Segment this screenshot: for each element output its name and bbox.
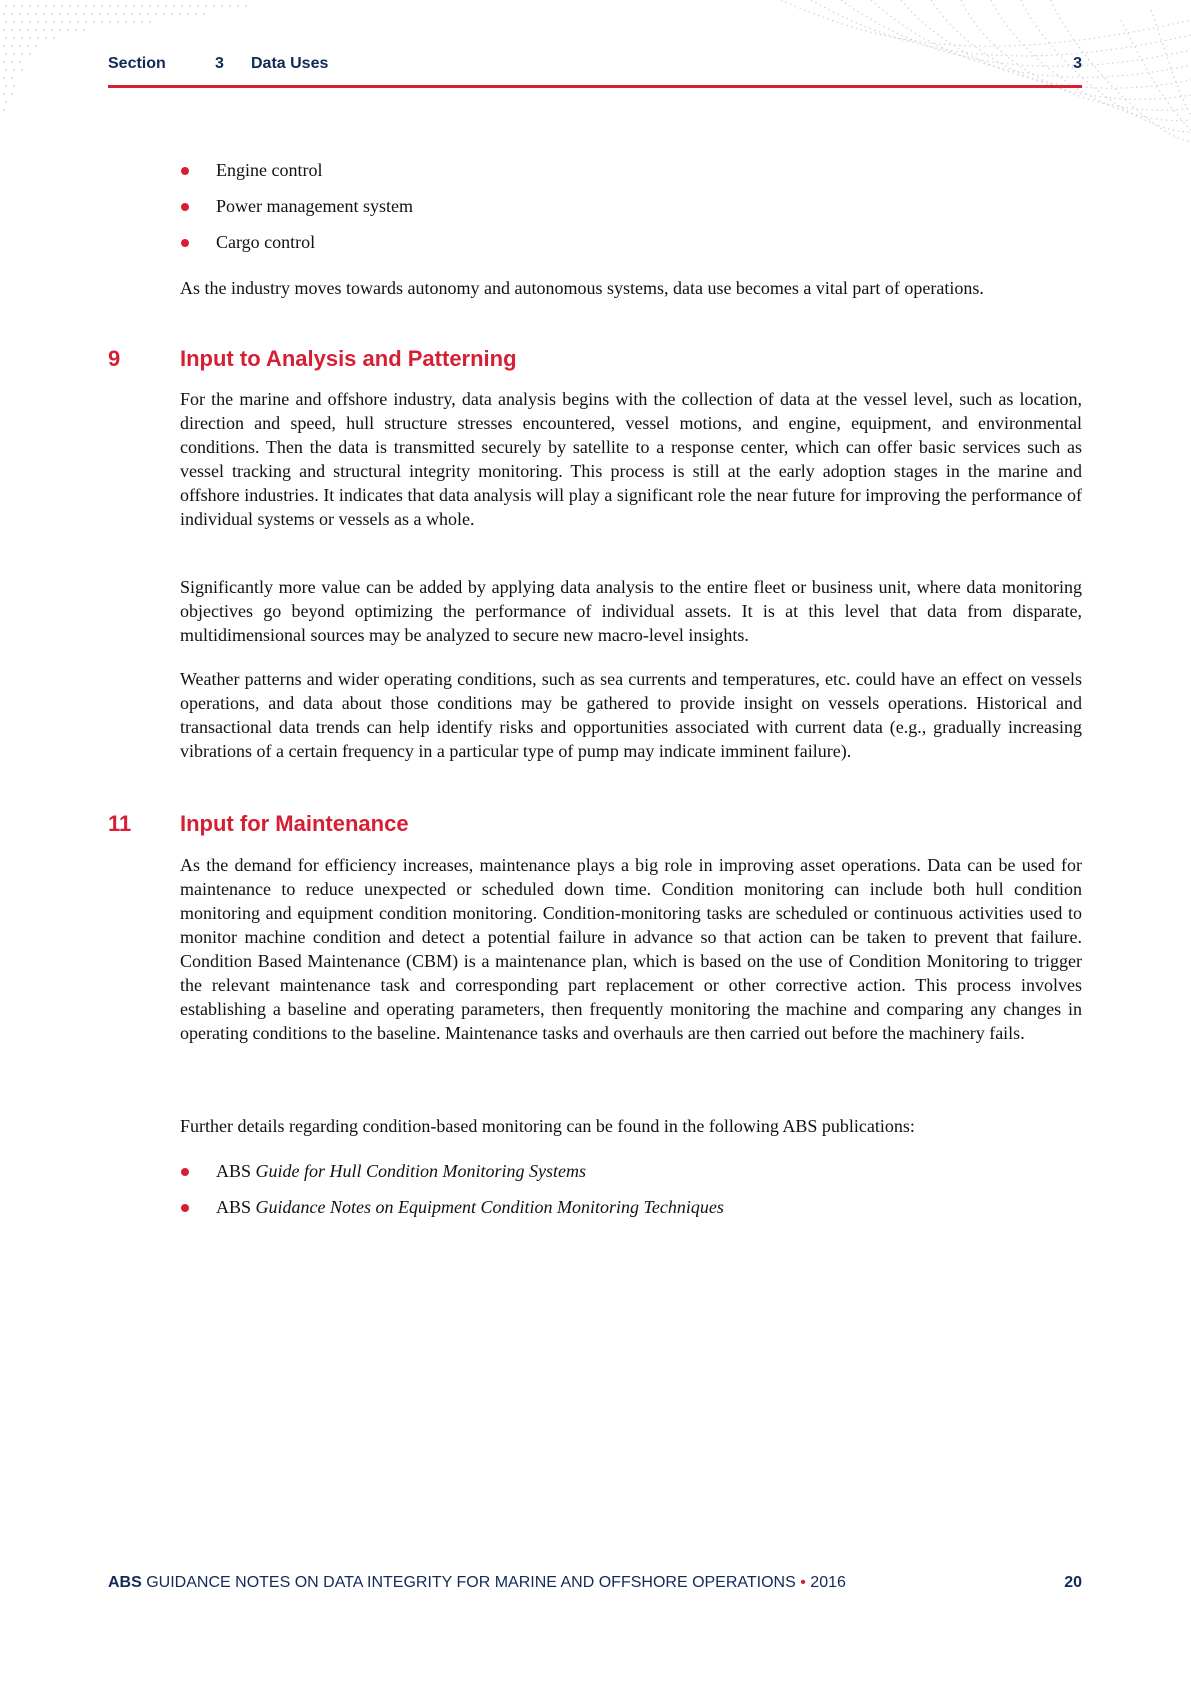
list-item-text: Cargo control (216, 232, 316, 252)
section-11-paragraph-1: As the demand for efficiency increases, maintenance plays a big role in improving asset operations. Data can be used for maintenance to reduce unexpected or scheduled down time. Condition monitoring can include both hull condition monitoring and equipment condition monitoring. Condition-monitoring tasks are scheduled or continuous activities used to monitor machine condition and detect a potential failure in advance so that action can be taken to prevent that failure. Condition Based Maintenance (CBM) is a maintenance plan, which is based on the use of Condition Monitoring to trigger the relevant maintenance task and corresponding part replacement or other corrective action. This process involves establishing a baseline and operating parameters, then frequently monitoring the machine and comparing any changes in operating conditions to the baseline. Maintenance tasks and overhauls are then carried out before the machinery fails. (180, 855, 1082, 1043)
page-number: 20 (1064, 1574, 1082, 1591)
bullet-icon (181, 203, 189, 211)
list-item-text: Power management system (216, 196, 413, 216)
intro-paragraph: As the industry moves towards autonomy and autonomous systems, data use becomes a vital part of operations. (180, 278, 984, 298)
publication-reference (216, 1195, 724, 1219)
footer-separator: • (800, 1574, 806, 1591)
footer-year: 2016 (810, 1574, 846, 1591)
bullet-icon (181, 239, 189, 247)
section-11-title: Input for Maintenance (180, 811, 409, 836)
footer-title: GUIDANCE NOTES ON DATA INTEGRITY FOR MARINE AND OFFSHORE OPERATIONS (146, 1574, 796, 1591)
section-9-number: 9 (108, 346, 121, 371)
section-9-paragraph-2: Significantly more value can be added by applying data analysis to the entire fleet or business unit, where data monitoring objectives go beyond optimizing the performance of individual assets. It is at this level that data from disparate, multidimensional sources may be analyzed to secure new macro-level insights. (180, 577, 1082, 645)
publication-prefix: ABS (216, 1161, 252, 1181)
section-11-paragraph-2: Further details regarding condition-based monitoring can be found in the following ABS publications: (180, 1116, 915, 1136)
section-9-title: Input to Analysis and Patterning (180, 346, 517, 371)
header-section-label: Section (108, 55, 166, 72)
section-9-heading (108, 346, 1082, 376)
section-9-body (180, 667, 1082, 763)
bullet-icon (181, 167, 189, 175)
list-item-text: Engine control (216, 160, 323, 180)
publication-title: Guidance Notes on Equipment Condition Monitoring Techniques (255, 1197, 724, 1217)
header-section-title: Data Uses (251, 55, 329, 72)
publication-prefix: ABS (216, 1197, 252, 1217)
section-11-heading (108, 811, 1082, 841)
bullet-icon (181, 1204, 189, 1212)
intro-paragraph-block (180, 276, 1082, 300)
section-11-body (180, 853, 1082, 1045)
running-header (108, 53, 1082, 88)
section-9-body (180, 575, 1082, 647)
section-11-number: 11 (108, 811, 132, 836)
header-right-number: 3 (1073, 55, 1082, 72)
section-9-paragraph-1: For the marine and offshore industry, data analysis begins with the collection of data at the vessel level, such as location, direction and speed, hull structure stresses encountered, vessel motions, and engine, equipment, and environmental conditions. Then the data is transmitted securely by satellite to a response center, which can offer basic services such as vessel tracking and structural integrity monitoring. This process is still at the early adoption stages in the marine and offshore industries. It indicates that data analysis will play a significant role the near future for improving the performance of individual systems or vessels as a whole. (180, 389, 1082, 529)
section-9-paragraph-3: Weather patterns and wider operating conditions, such as sea currents and temperatures, etc. could have an effect on vessels operations, and data about those conditions may be gathered to provide insight on vessels operations. Historical and transactional data trends can help identify risks and opportunities associated with current data (e.g., gradually increasing vibrations of a certain frequency in a particular type of pump may indicate imminent failure). (180, 669, 1082, 761)
publication-title: Guide for Hull Condition Monitoring Systems (255, 1161, 587, 1181)
footer-brand: ABS (108, 1574, 142, 1591)
publication-reference (216, 1159, 586, 1183)
section-9-body (180, 387, 1082, 531)
header-section-number: 3 (215, 55, 224, 72)
running-footer (108, 1574, 1082, 1598)
section-11-body (180, 1114, 1082, 1138)
bullet-icon (181, 1168, 189, 1176)
